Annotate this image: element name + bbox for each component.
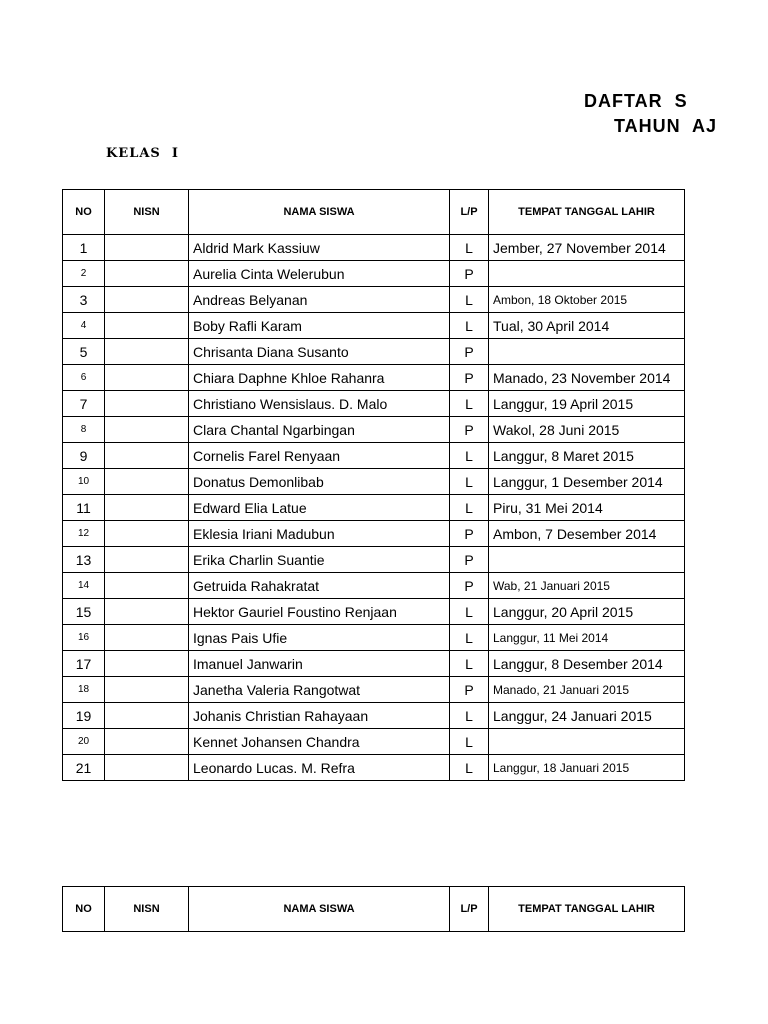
cell-nama: Andreas Belyanan [189,287,450,313]
table-row [63,391,685,417]
cell-lp: P [450,547,489,573]
table-row [63,755,685,781]
table-row [63,573,685,599]
cell-nama: Hektor Gauriel Foustino Renjaan [189,599,450,625]
cell-nama: Chrisanta Diana Susanto [189,339,450,365]
table-row [63,313,685,339]
cell-ttl [489,261,685,287]
cell-nama: Boby Rafli Karam [189,313,450,339]
cell-no: 1 [63,235,105,261]
cell-lp: P [450,417,489,443]
cell-no: 18 [63,677,105,703]
table-row [63,339,685,365]
cell-ttl: Ambon, 18 Oktober 2015 [489,287,685,313]
cell-nisn [105,365,189,391]
cell-no: 11 [63,495,105,521]
table-row [63,599,685,625]
cell-nama: Johanis Christian Rahayaan [189,703,450,729]
header-lp: L/P [450,190,489,235]
cell-no: 8 [63,417,105,443]
cell-nisn [105,235,189,261]
cell-ttl: Langgur, 24 Januari 2015 [489,703,685,729]
cell-nisn [105,391,189,417]
cell-lp: L [450,313,489,339]
cell-no: 3 [63,287,105,313]
cell-ttl: Langgur, 11 Mei 2014 [489,625,685,651]
header-no: NO [63,190,105,235]
cell-no: 13 [63,547,105,573]
cell-lp: P [450,261,489,287]
cell-nisn [105,521,189,547]
cell-nama: Clara Chantal Ngarbingan [189,417,450,443]
cell-no: 12 [63,521,105,547]
table-row [63,703,685,729]
table-row [63,261,685,287]
table-row [63,235,685,261]
table-row [63,287,685,313]
cell-lp: L [450,443,489,469]
cell-no: 19 [63,703,105,729]
page-title: DAFTAR S [584,91,688,111]
cell-nisn [105,469,189,495]
cell-no: 6 [63,365,105,391]
cell-ttl: Langgur, 19 April 2015 [489,391,685,417]
table-row [63,547,685,573]
cell-nisn [105,677,189,703]
cell-lp: L [450,651,489,677]
cell-ttl: Jember, 27 November 2014 [489,235,685,261]
cell-nama: Kennet Johansen Chandra [189,729,450,755]
cell-lp: L [450,703,489,729]
header-nama: NAMA SISWA [189,887,450,932]
header-ttl: TEMPAT TANGGAL LAHIR [489,190,685,235]
cell-no: 17 [63,651,105,677]
cell-nisn [105,703,189,729]
table-row [63,729,685,755]
cell-ttl: Langgur, 8 Maret 2015 [489,443,685,469]
cell-lp: P [450,677,489,703]
cell-nama: Ignas Pais Ufie [189,625,450,651]
cell-nisn [105,651,189,677]
cell-no: 10 [63,469,105,495]
cell-lp: P [450,573,489,599]
cell-nisn [105,339,189,365]
cell-lp: L [450,729,489,755]
cell-nama: Erika Charlin Suantie [189,547,450,573]
header-ttl: TEMPAT TANGGAL LAHIR [489,887,685,932]
table-header-row [63,887,685,932]
cell-nisn [105,573,189,599]
header-nisn: NISN [105,190,189,235]
header-no: NO [63,887,105,932]
cell-nama: Christiano Wensislaus. D. Malo [189,391,450,417]
cell-nisn [105,729,189,755]
student-table [62,189,685,781]
table-row [63,417,685,443]
cell-nama: Edward Elia Latue [189,495,450,521]
cell-lp: P [450,365,489,391]
cell-no: 16 [63,625,105,651]
page-subtitle: TAHUN AJ [614,116,717,136]
cell-ttl: Wakol, 28 Juni 2015 [489,417,685,443]
cell-nisn [105,313,189,339]
cell-no: 7 [63,391,105,417]
cell-no: 20 [63,729,105,755]
cell-nisn [105,547,189,573]
cell-nama: Donatus Demonlibab [189,469,450,495]
cell-nisn [105,625,189,651]
header-nama: NAMA SISWA [189,190,450,235]
table-row [63,625,685,651]
cell-ttl: Manado, 21 Januari 2015 [489,677,685,703]
cell-ttl: Langgur, 20 April 2015 [489,599,685,625]
header-nisn: NISN [105,887,189,932]
cell-lp: L [450,469,489,495]
cell-ttl: Langgur, 1 Desember 2014 [489,469,685,495]
cell-nama: Aurelia Cinta Welerubun [189,261,450,287]
cell-ttl: Ambon, 7 Desember 2014 [489,521,685,547]
student-table-page2 [62,886,685,932]
cell-lp: L [450,235,489,261]
cell-nisn [105,495,189,521]
table-row [63,521,685,547]
table-row [63,677,685,703]
cell-no: 15 [63,599,105,625]
class-label: KELAS I [106,146,179,161]
cell-lp: L [450,599,489,625]
cell-no: 5 [63,339,105,365]
cell-lp: L [450,755,489,781]
cell-nisn [105,599,189,625]
cell-ttl [489,547,685,573]
table-row [63,469,685,495]
cell-nama: Getruida Rahakratat [189,573,450,599]
table-header-row [63,190,685,235]
cell-lp: P [450,521,489,547]
cell-nama: Imanuel Janwarin [189,651,450,677]
cell-nama: Leonardo Lucas. M. Refra [189,755,450,781]
cell-no: 2 [63,261,105,287]
cell-ttl: Manado, 23 November 2014 [489,365,685,391]
cell-ttl: Wab, 21 Januari 2015 [489,573,685,599]
cell-lp: L [450,625,489,651]
cell-nisn [105,417,189,443]
cell-no: 9 [63,443,105,469]
cell-nisn [105,287,189,313]
cell-ttl: Langgur, 8 Desember 2014 [489,651,685,677]
cell-ttl: Piru, 31 Mei 2014 [489,495,685,521]
table-row [63,495,685,521]
cell-ttl [489,339,685,365]
cell-no: 21 [63,755,105,781]
cell-nama: Cornelis Farel Renyaan [189,443,450,469]
cell-ttl: Tual, 30 April 2014 [489,313,685,339]
cell-nama: Janetha Valeria Rangotwat [189,677,450,703]
header-lp: L/P [450,887,489,932]
cell-lp: P [450,339,489,365]
cell-lp: L [450,287,489,313]
cell-nama: Aldrid Mark Kassiuw [189,235,450,261]
cell-ttl: Langgur, 18 Januari 2015 [489,755,685,781]
cell-nisn [105,755,189,781]
cell-nisn [105,261,189,287]
cell-nisn [105,443,189,469]
cell-lp: L [450,391,489,417]
cell-lp: L [450,495,489,521]
cell-no: 14 [63,573,105,599]
cell-no: 4 [63,313,105,339]
cell-ttl [489,729,685,755]
cell-nama: Chiara Daphne Khloe Rahanra [189,365,450,391]
table-row [63,443,685,469]
table-row [63,365,685,391]
cell-nama: Eklesia Iriani Madubun [189,521,450,547]
table-row [63,651,685,677]
